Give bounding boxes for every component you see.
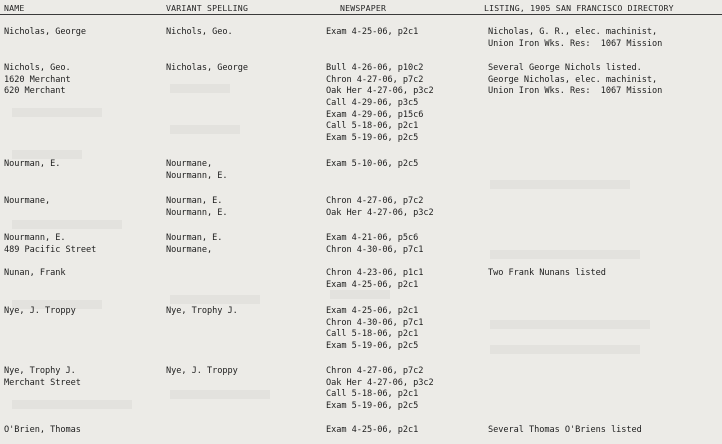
newspaper-cell — [326, 27, 418, 39]
newspaper-cell-line: Exam 5-10-06, p2c5 — [326, 159, 419, 169]
variant-spelling-cell-line: Nye, Trophy J. — [166, 306, 238, 316]
variant-spelling-cell — [166, 63, 248, 75]
newspaper-cell-line: Chron 4-27-06, p7c2 — [326, 74, 424, 85]
newspaper-cell — [326, 366, 434, 413]
newspaper-cell-line: Chron 4-27-06, p7c2 — [326, 196, 424, 206]
name-cell — [4, 63, 71, 98]
newspaper-cell-line: Oak Her 4-27-06, p3c2 — [326, 86, 434, 97]
newspaper-cell-line: Exam 4-25-06, p2c1 — [326, 279, 419, 290]
listing-cell-line: Union Iron Wks. Res: 1067 Mission — [488, 86, 663, 97]
variant-spelling-cell-line: Nourman, E. — [166, 196, 223, 206]
newspaper-cell-line: Chron 4-27-06, p7c2 — [326, 366, 424, 376]
newspaper-cell — [326, 196, 434, 219]
name-cell — [4, 233, 96, 256]
bleed-through-smudge — [170, 295, 260, 304]
variant-spelling-cell-line: Nicholas, George — [166, 63, 248, 73]
newspaper-cell-line: Call 5-18-06, p2c1 — [326, 389, 419, 400]
variant-spelling-cell — [166, 196, 228, 219]
header-variant-spelling: VARIANT SPELLING — [166, 3, 249, 13]
newspaper-cell-line: Exam 4-25-06, p2c1 — [326, 306, 419, 316]
newspaper-cell-line: Bull 4-26-06, p10c2 — [326, 63, 424, 73]
name-cell-line: Nourmane, — [4, 196, 51, 206]
header-name: NAME — [4, 3, 25, 13]
variant-spelling-cell-line: Nourmann, E. — [166, 170, 228, 181]
newspaper-cell-line: Exam 4-29-06, p15c6 — [326, 109, 424, 120]
variant-spelling-cell-line: Nourmann, E. — [166, 207, 228, 218]
name-cell — [4, 196, 50, 208]
name-cell — [4, 425, 81, 437]
bleed-through-smudge — [170, 84, 230, 93]
name-cell-line: Nunan, Frank — [4, 268, 66, 278]
newspaper-cell-line: Chron 4-30-06, p7c1 — [326, 317, 424, 328]
newspaper-cell-line: Chron 4-23-06, p1c1 — [326, 268, 424, 278]
variant-spelling-cell — [166, 306, 238, 318]
newspaper-cell-line: Exam 5-19-06, p2c5 — [326, 401, 419, 412]
variant-spelling-cell — [166, 159, 228, 182]
listing-cell-line: George Nicholas, elec. machinist, — [488, 74, 658, 85]
newspaper-cell — [326, 425, 418, 437]
name-cell — [4, 159, 60, 171]
newspaper-cell-line: Oak Her 4-27-06, p3c2 — [326, 377, 434, 388]
newspaper-cell-line: Call 5-18-06, p2c1 — [326, 121, 419, 132]
name-cell-line: Merchant Street — [4, 377, 81, 388]
header-rule — [0, 14, 722, 15]
bleed-through-smudge — [12, 220, 122, 229]
name-cell-line: Nourmann, E. — [4, 233, 66, 243]
variant-spelling-cell-line: Nichols, Geo. — [166, 27, 233, 37]
newspaper-cell — [326, 63, 434, 145]
newspaper-cell-line: Call 4-29-06, p3c5 — [326, 98, 419, 109]
name-cell — [4, 27, 86, 39]
listing-cell-line: Several George Nichols listed. — [488, 63, 642, 73]
newspaper-cell-line: Exam 4-25-06, p2c1 — [326, 425, 419, 435]
name-cell-line: Nye, Trophy J. — [4, 366, 76, 376]
name-cell-line: Nourman, E. — [4, 159, 61, 169]
variant-spelling-cell-line: Nourmane, — [166, 244, 213, 255]
newspaper-cell — [326, 268, 423, 291]
listing-cell — [488, 425, 642, 437]
variant-spelling-cell — [166, 366, 238, 378]
bleed-through-smudge — [490, 345, 640, 354]
bleed-through-smudge — [490, 320, 650, 329]
variant-spelling-cell-line: Nourman, E. — [166, 233, 223, 243]
newspaper-cell-line: Exam 5-19-06, p2c5 — [326, 133, 419, 144]
header-listing: LISTING, 1905 SAN FRANCISCO DIRECTORY — [484, 3, 674, 13]
listing-cell — [488, 63, 662, 98]
listing-cell-line: Nicholas, G. R., elec. machinist, — [488, 27, 658, 37]
bleed-through-smudge — [170, 125, 240, 134]
bleed-through-smudge — [170, 390, 270, 399]
listing-cell-line: Two Frank Nunans listed — [488, 268, 606, 278]
name-cell-line: O'Brien, Thomas — [4, 425, 81, 435]
listing-cell — [488, 27, 662, 50]
listing-cell — [488, 268, 606, 280]
listing-cell-line: Several Thomas O'Briens listed — [488, 425, 642, 435]
newspaper-cell-line: Call 5-18-06, p2c1 — [326, 329, 419, 340]
newspaper-cell-line: Exam 4-21-06, p5c6 — [326, 233, 419, 243]
variant-spelling-cell — [166, 27, 233, 39]
header-newspaper: NEWSPAPER — [340, 3, 387, 13]
listing-cell-line: Union Iron Wks. Res: 1067 Mission — [488, 38, 663, 49]
newspaper-cell — [326, 233, 423, 256]
name-cell-line: Nicholas, George — [4, 27, 86, 37]
name-cell — [4, 268, 66, 280]
newspaper-cell — [326, 306, 423, 353]
variant-spelling-cell — [166, 233, 222, 256]
name-cell-line: 1620 Merchant — [4, 74, 71, 85]
newspaper-cell-line: Oak Her 4-27-06, p3c2 — [326, 207, 434, 218]
name-cell-line: 489 Pacific Street — [4, 244, 97, 255]
bleed-through-smudge — [12, 400, 132, 409]
newspaper-cell — [326, 159, 418, 171]
name-cell-line: 620 Merchant — [4, 86, 66, 97]
bleed-through-smudge — [490, 180, 630, 189]
bleed-through-smudge — [12, 150, 82, 159]
name-cell-line: Nichols, Geo. — [4, 63, 71, 73]
name-cell — [4, 306, 76, 318]
bleed-through-smudge — [490, 250, 640, 259]
name-cell — [4, 366, 81, 389]
newspaper-cell-line: Exam 5-19-06, p2c5 — [326, 341, 419, 352]
variant-spelling-cell-line: Nye, J. Troppy — [166, 366, 238, 376]
newspaper-cell-line: Chron 4-30-06, p7c1 — [326, 244, 424, 255]
variant-spelling-cell-line: Nourmane, — [166, 159, 213, 169]
name-cell-line: Nye, J. Troppy — [4, 306, 76, 316]
newspaper-cell-line: Exam 4-25-06, p2c1 — [326, 27, 419, 37]
bleed-through-smudge — [12, 108, 102, 117]
